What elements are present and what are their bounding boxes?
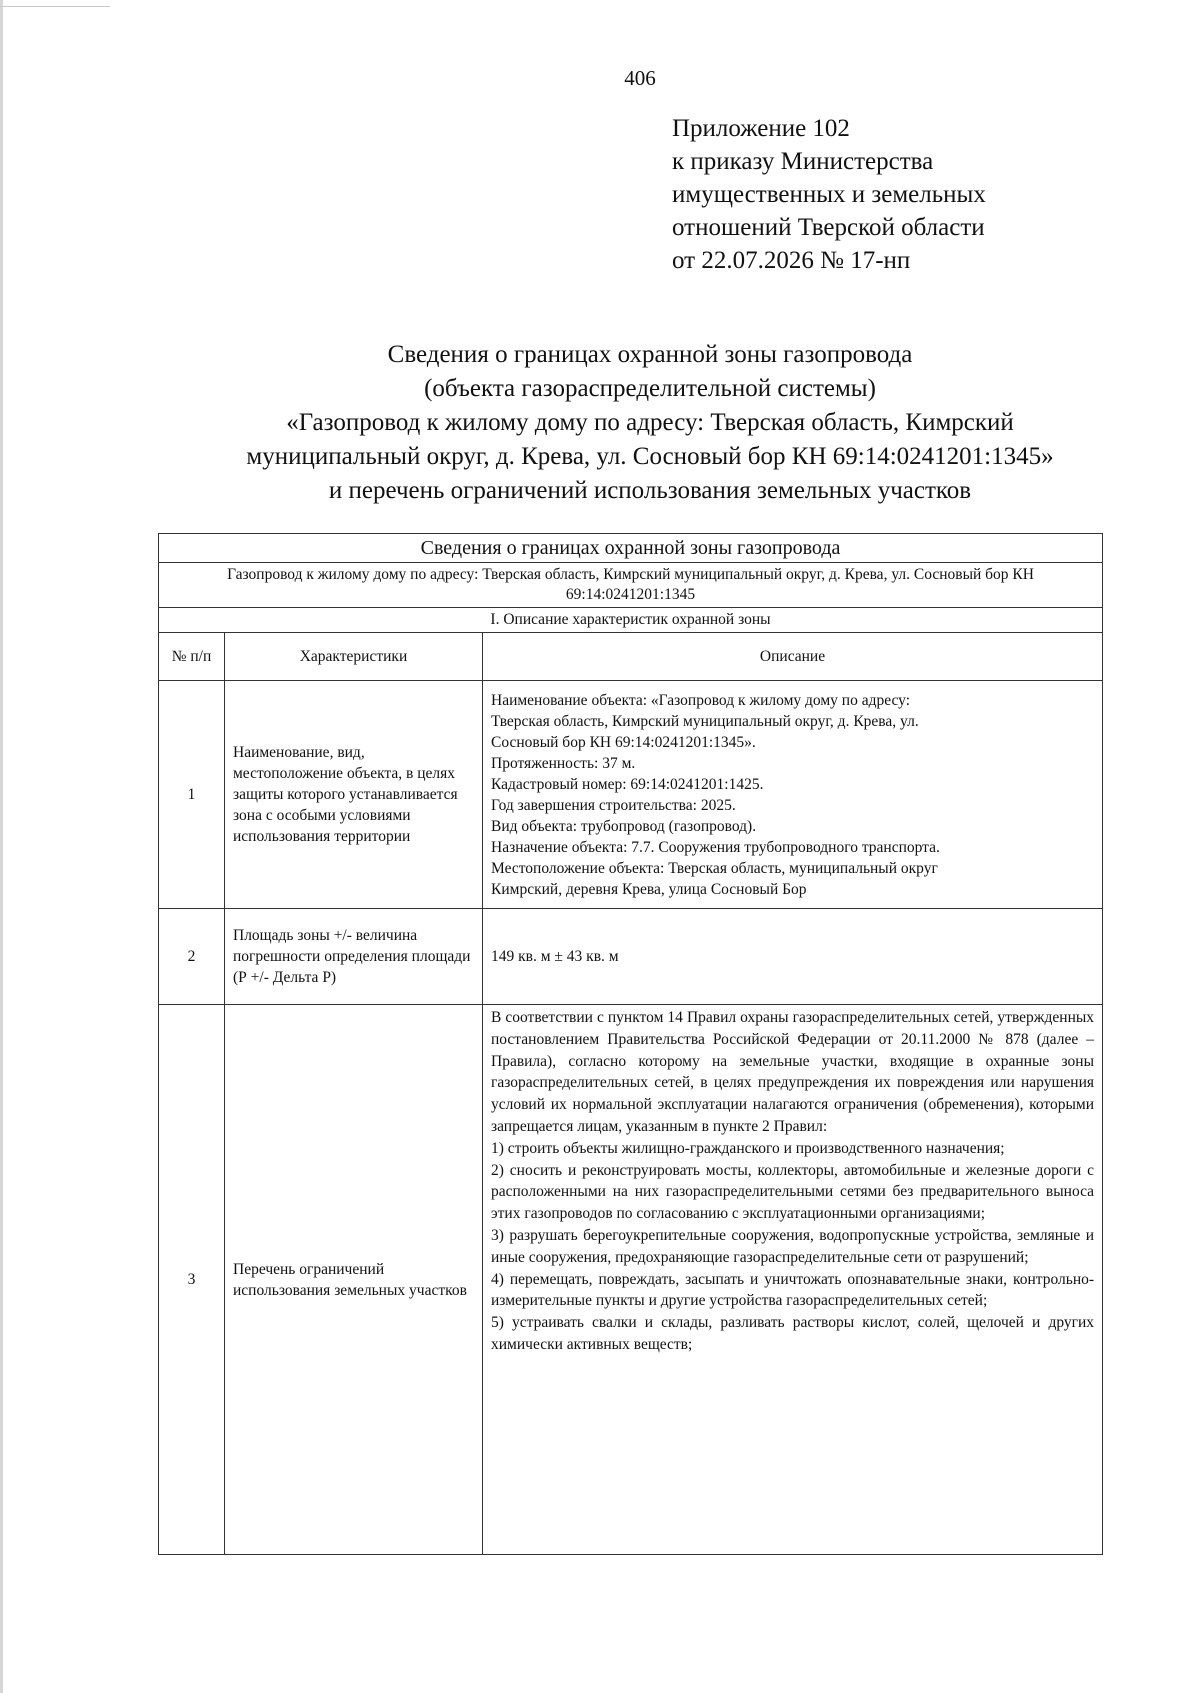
description-paragraph: 1) строить объекты жилищно-гражданского и производственного назначения; (491, 1139, 1005, 1157)
description-paragraph: 2) сносить и реконструировать мосты, коллекторы, автомобильные и железные дороги с расположенными на них газораспределительными сетями без предварительного выноса этих газопроводов по согласованию с эксплуатационными организациями; (491, 1161, 1095, 1223)
title-line: «Газопровод к жилому дому по адресу: Тверская область, Кимрский (286, 409, 1014, 436)
appendix-line: от 22.07.2026 № 17-нп (672, 247, 911, 274)
table-object-header: Газопровод к жилому дому по адресу: Тверская область, Кимрский муниципальный округ, д. Крева, ул. Сосновый бор КН 69:14:0241201:1345 (159, 563, 1103, 608)
table-header-row (159, 608, 1103, 633)
table-header-row (159, 534, 1103, 563)
table-section-header: I. Описание характеристик охранной зоны (159, 608, 1103, 633)
table-header-row (159, 563, 1103, 608)
description-line: Протяженность: 37 м. (491, 754, 636, 772)
description-line: Сосновый бор КН 69:14:0241201:1345». (491, 733, 756, 751)
appendix-line: имущественных и земельных (672, 181, 986, 208)
row-characteristic: Площадь зоны +/- величина погрешности определения площади (Р +/- Дельта Р) (225, 909, 483, 1005)
table-row (159, 1005, 1103, 1555)
column-header-characteristics: Характеристики (225, 633, 483, 681)
row-number: 2 (159, 909, 225, 1005)
column-header-num: № п/п (159, 633, 225, 681)
description-line: Назначение объекта: 7.7. Сооружения трубопроводного транспорта. (491, 838, 940, 856)
table-row (159, 681, 1103, 909)
description-line: Местоположение объекта: Тверская область, муниципальный округ (491, 859, 938, 877)
appendix-line: Приложение 102 (672, 115, 850, 142)
row-description: 149 кв. м ± 43 кв. м (483, 909, 1103, 1005)
title-line: и перечень ограничений использования земельных участков (328, 477, 972, 504)
description-line: Кадастровый номер: 69:14:0241201:1425. (491, 775, 764, 793)
description-paragraph: 5) устраивать свалки и склады, разливать растворы кислот, солей, щелочей и других химически активных веществ; (491, 1314, 1095, 1353)
title-line: Сведения о границах охранной зоны газопровода (387, 341, 913, 368)
zone-info-table (158, 533, 1103, 1555)
row-description (483, 1005, 1103, 1555)
description-paragraph: 4) перемещать, повреждать, засыпать и уничтожать опознавательные знаки, контрольно-измерительные пункты и другие устройства газораспределительных сетей; (491, 1270, 1095, 1310)
description-paragraph: В соответствии с пунктом 14 Правил охраны газораспределительных сетей, утвержденных постановлением Правительства Российской Федерации от 20.11.2000 № 878 (далее – Правила), согласно которому на земельные участки, входящие в охранные зоны газораспределительных сетей, в целях предупреждения их повреждения или нарушения условий их нормальной эксплуатации налагаются ограничения (обременения), которыми запрещается лицам, указанным в пункте 2 Правил: (491, 1009, 1095, 1135)
row-characteristic: Перечень ограничений использования земельных участков (225, 1005, 483, 1555)
description-paragraph: 3) разрушать берегоукрепительные сооружения, водопропускные устройства, земляные и иные сооружения, предохраняющие газораспределительные сети от разрушений; (491, 1226, 1095, 1266)
page-number: 406 (624, 66, 656, 90)
title-line: (объекта газораспределительной системы) (424, 375, 876, 402)
table-column-header-row (159, 633, 1103, 681)
description-line: Вид объекта: трубопровод (газопровод). (491, 817, 757, 835)
table-main-header: Сведения о границах охранной зоны газопровода (159, 534, 1103, 563)
document-title (140, 338, 1160, 508)
appendix-line: к приказу Министерства (672, 148, 934, 175)
row-description (483, 681, 1103, 909)
description-line: Наименование объекта: «Газопровод к жилому дому по адресу: (491, 691, 911, 709)
appendix-block (672, 112, 1172, 277)
row-number: 3 (159, 1005, 225, 1555)
title-line: муниципальный округ, д. Крева, ул. Сосновый бор КН 69:14:0241201:1345» (246, 443, 1054, 470)
description-line: Кимрский, деревня Крева, улица Сосновый Бор (491, 880, 807, 898)
column-header-description: Описание (483, 633, 1103, 681)
scan-top-mark (0, 6, 110, 7)
appendix-line: отношений Тверской области (672, 214, 985, 241)
description-line: Тверская область, Кимрский муниципальный округ, д. Крева, ул. (491, 712, 919, 730)
scan-left-edge (0, 0, 3, 1693)
row-number: 1 (159, 681, 225, 909)
description-line: Год завершения строительства: 2025. (491, 796, 736, 814)
row-characteristic: Наименование, вид, местоположение объекта, в целях защиты которого устанавливается зона с особыми условиями использования территории (225, 681, 483, 909)
table-row (159, 909, 1103, 1005)
